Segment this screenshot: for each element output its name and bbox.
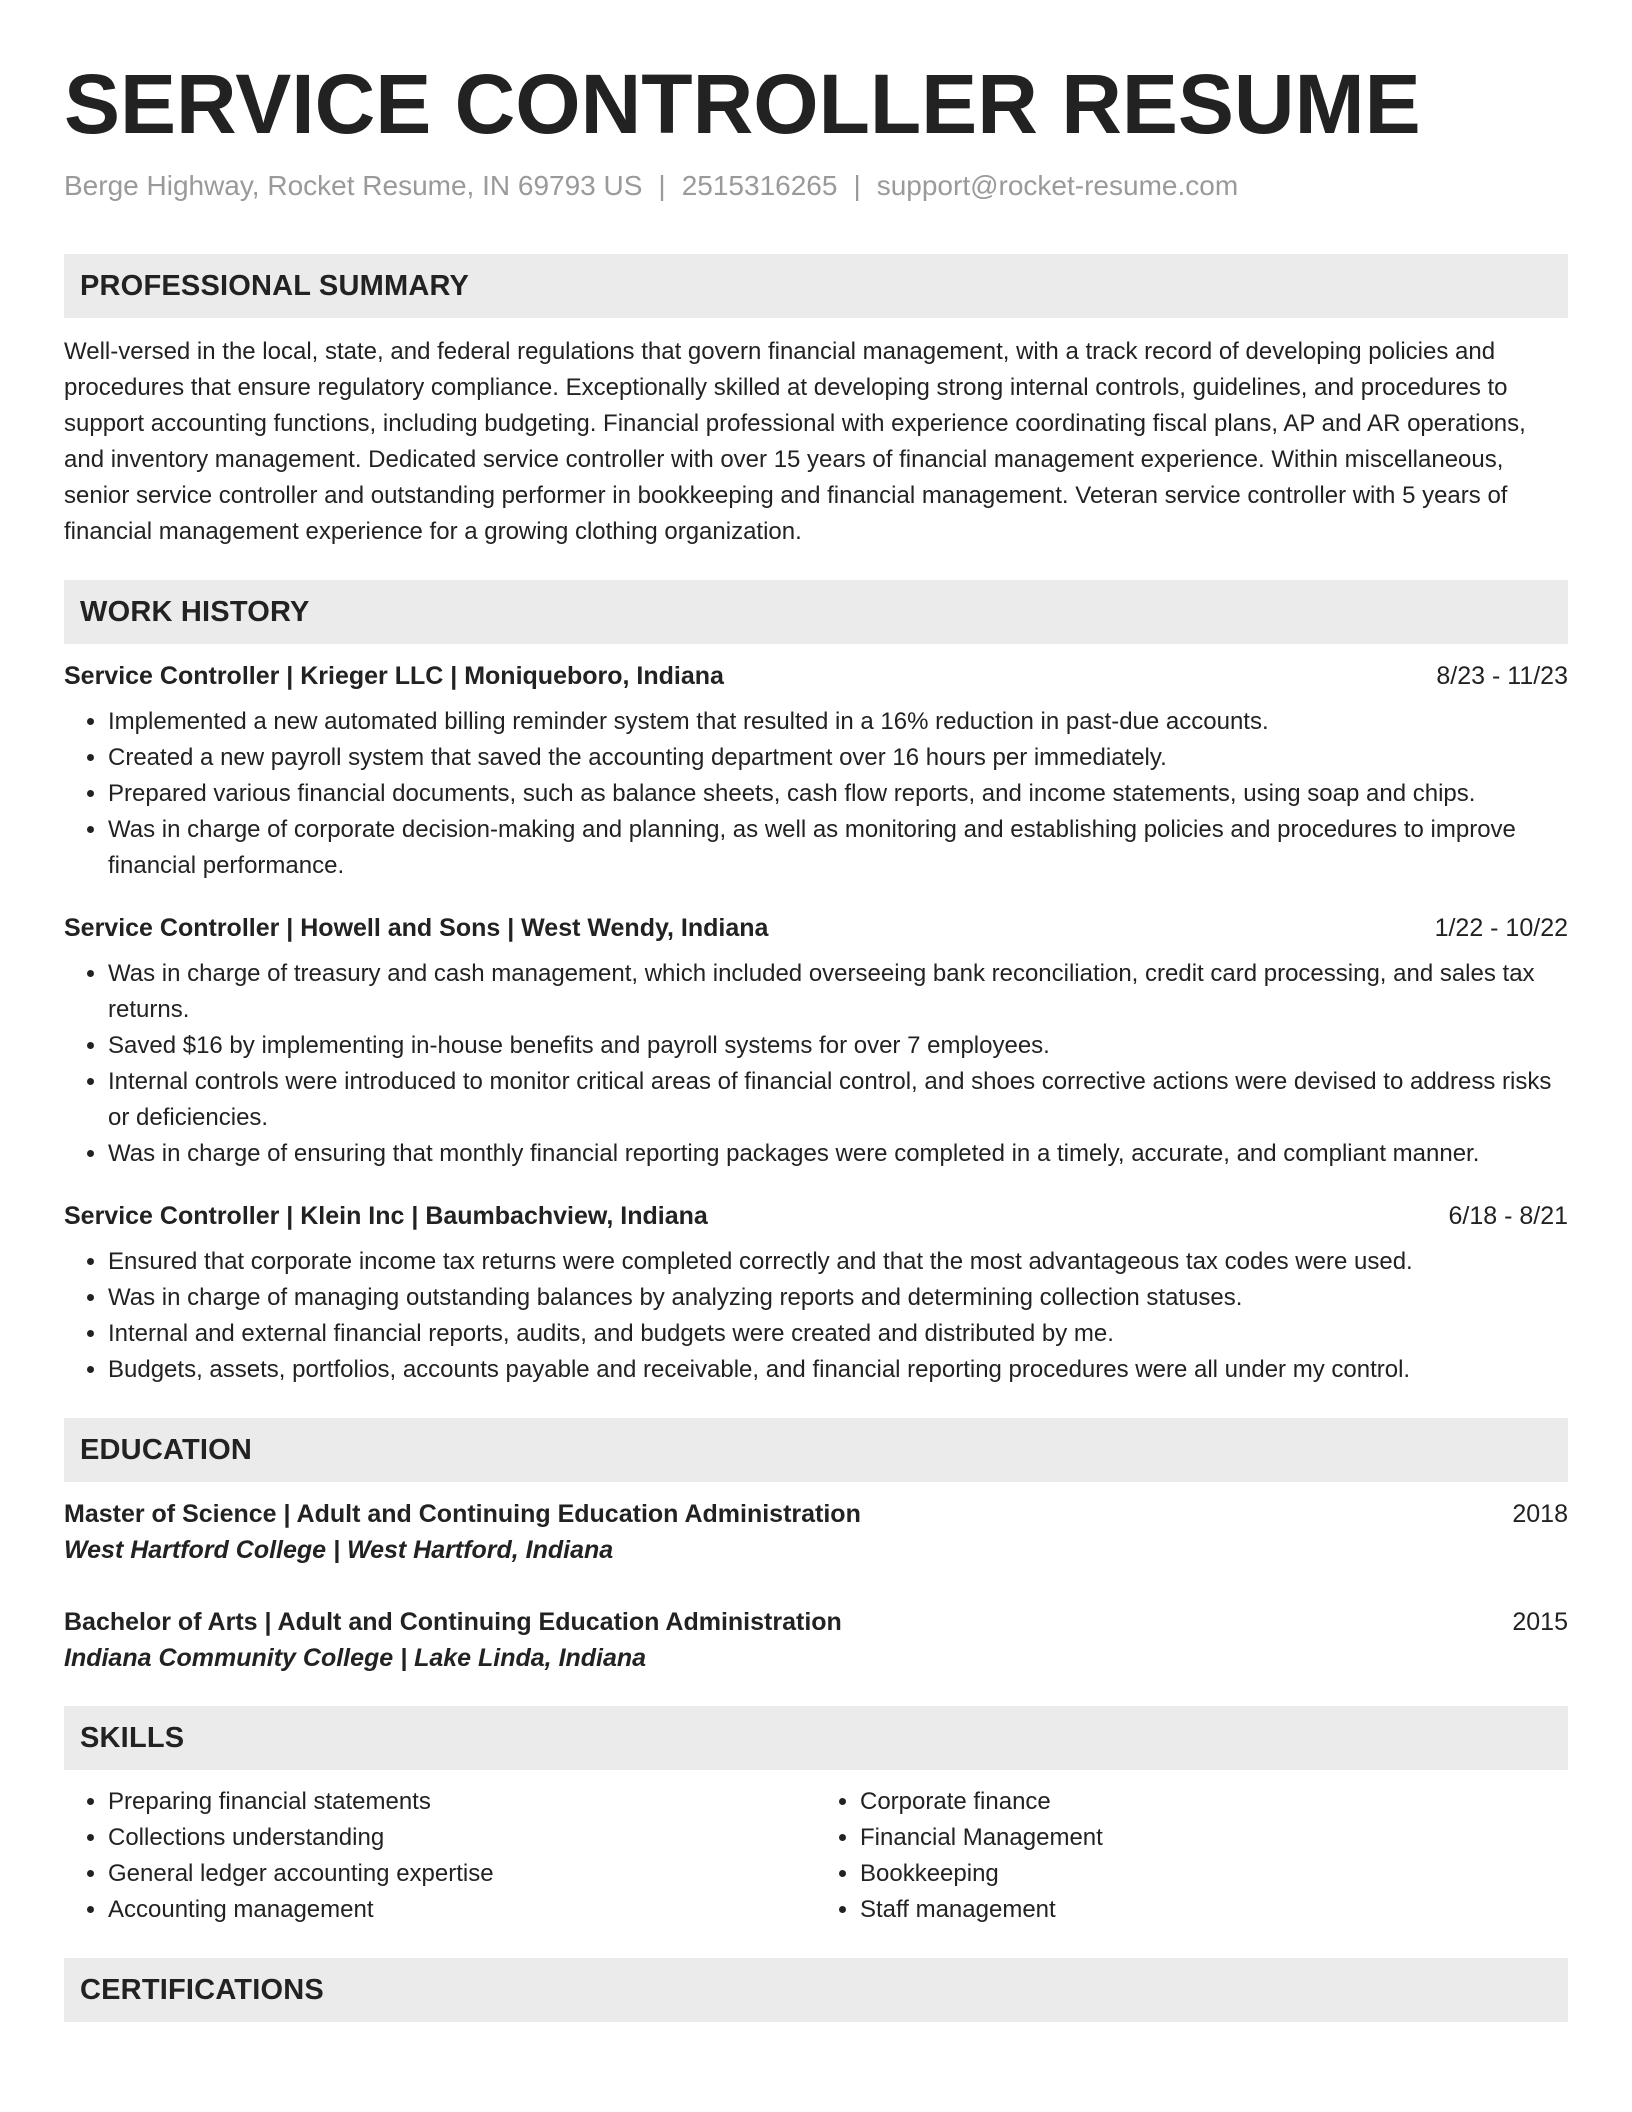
job-bullet: • Was in charge of managing outstanding balances by analyzing reports and determining collection statuses. xyxy=(108,1280,1568,1316)
job-bullet: • Implemented a new automated billing reminder system that resulted in a 16% reduction in past-due accounts. xyxy=(108,704,1568,740)
job-entry xyxy=(64,1198,1568,1388)
job-header xyxy=(64,910,1568,946)
job-entry xyxy=(64,910,1568,1172)
job-bullet: • Internal controls were introduced to monitor critical areas of financial control, and shoes corrective actions were devised to address risks or deficiencies. xyxy=(108,1064,1568,1136)
skill-item: • General ledger accounting expertise xyxy=(108,1856,816,1892)
resume-title: SERVICE CONTROLLER RESUME xyxy=(64,57,1421,151)
education-entry xyxy=(64,1604,1568,1676)
contact-phone: 2515316265 xyxy=(681,170,838,201)
job-bullet: • Was in charge of corporate decision-making and planning, as well as monitoring and establishing policies and procedures to improve financial performance. xyxy=(108,812,1568,884)
education-school: Indiana Community College | Lake Linda, Indiana xyxy=(64,1644,647,1672)
education-degree: Bachelor of Arts | Adult and Continuing Education Administration xyxy=(64,1608,842,1636)
job-dates: 6/18 - 8/21 xyxy=(1448,1202,1568,1230)
contact-separator: | xyxy=(658,170,666,201)
job-bullet: • Was in charge of treasury and cash management, which included overseeing bank reconciliation, credit card processing, and sales tax returns. xyxy=(108,956,1568,1028)
skill-item: • Accounting management xyxy=(108,1892,816,1928)
work-history-list xyxy=(64,658,1568,1388)
skill-item: • Collections understanding xyxy=(108,1820,816,1856)
summary-text: Well-versed in the local, state, and federal regulations that govern financial management, with a track record of developing policies and procedures that ensure regulatory compliance. Exceptionally skilled at developing strong internal controls, guidelines, and procedures to support accounting functions, including budgeting. Financial professional with experience coordinating fiscal plans, AP and AR operations, and inventory management. Dedicated service controller with over 15 years of financial management experience. Within miscellaneous, senior service controller and outstanding performer in bookkeeping and financial management. Veteran service controller with 5 years of financial management experience for a growing clothing organization. xyxy=(64,338,1526,545)
job-title: Service Controller | Klein Inc | Baumbachview, Indiana xyxy=(64,1202,708,1230)
contact-address: Berge Highway, Rocket Resume, IN 69793 US xyxy=(64,170,643,201)
education-header xyxy=(64,1496,1568,1532)
education-year: 2018 xyxy=(1512,1500,1568,1528)
section-header-work-history: WORK HISTORY xyxy=(64,580,1568,644)
job-bullets xyxy=(64,956,1568,1172)
education-list xyxy=(64,1496,1568,1676)
education-year: 2015 xyxy=(1512,1608,1568,1636)
job-bullets xyxy=(64,1244,1568,1388)
section-header-skills: SKILLS xyxy=(64,1706,1568,1770)
job-title: Service Controller | Howell and Sons | West Wendy, Indiana xyxy=(64,914,769,942)
job-bullet: • Ensured that corporate income tax returns were completed correctly and that the most advantageous tax codes were used. xyxy=(108,1244,1568,1280)
skill-item: • Preparing financial statements xyxy=(108,1784,816,1820)
education-entry xyxy=(64,1496,1568,1568)
job-bullet: • Prepared various financial documents, such as balance sheets, cash flow reports, and income statements, using soap and chips. xyxy=(108,776,1568,812)
skills-right-column xyxy=(816,1784,1568,1928)
job-header xyxy=(64,658,1568,694)
skills-columns xyxy=(64,1784,1568,1928)
section-header-certifications: CERTIFICATIONS xyxy=(64,1958,1568,2022)
education-header xyxy=(64,1604,1568,1640)
contact-email: support@rocket-resume.com xyxy=(876,170,1239,201)
contact-separator: | xyxy=(853,170,861,201)
job-bullet: • Created a new payroll system that saved the accounting department over 16 hours per immediately. xyxy=(108,740,1568,776)
job-header xyxy=(64,1198,1568,1234)
job-entry xyxy=(64,658,1568,884)
job-bullet: • Budgets, assets, portfolios, accounts payable and receivable, and financial reporting procedures were all under my control. xyxy=(108,1352,1568,1388)
education-degree: Master of Science | Adult and Continuing Education Administration xyxy=(64,1500,861,1528)
section-header-education: EDUCATION xyxy=(64,1418,1568,1482)
skill-item: • Staff management xyxy=(860,1892,1568,1928)
job-bullet: • Was in charge of ensuring that monthly financial reporting packages were completed in a timely, accurate, and compliant manner. xyxy=(108,1136,1568,1172)
job-dates: 1/22 - 10/22 xyxy=(1434,914,1568,942)
skill-item: • Bookkeeping xyxy=(860,1856,1568,1892)
skill-item: • Corporate finance xyxy=(860,1784,1568,1820)
job-bullets xyxy=(64,704,1568,884)
job-bullet: • Saved $16 by implementing in-house benefits and payroll systems for over 7 employees. xyxy=(108,1028,1568,1064)
job-bullet: • Internal and external financial reports, audits, and budgets were created and distributed by me. xyxy=(108,1316,1568,1352)
job-dates: 8/23 - 11/23 xyxy=(1436,662,1568,690)
skill-item: • Financial Management xyxy=(860,1820,1568,1856)
job-title: Service Controller | Krieger LLC | Moniqueboro, Indiana xyxy=(64,662,724,690)
skills-left-column xyxy=(64,1784,816,1928)
contact-line xyxy=(64,168,1568,204)
education-school: West Hartford College | West Hartford, Indiana xyxy=(64,1536,614,1564)
section-header-summary: PROFESSIONAL SUMMARY xyxy=(64,254,1568,318)
